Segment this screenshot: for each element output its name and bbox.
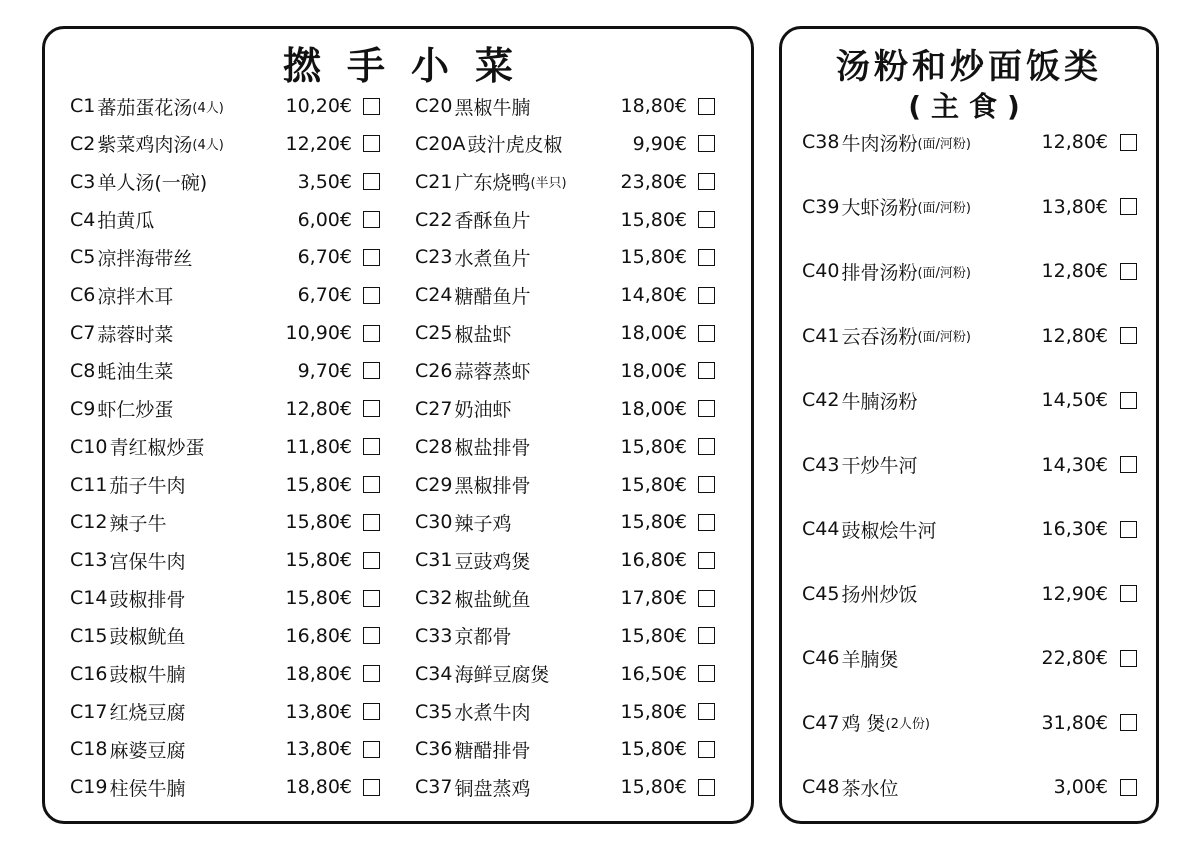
- item-code: C20A: [415, 132, 466, 155]
- item-note: (面/河粉): [917, 330, 971, 345]
- item-price: 11,80€: [285, 435, 352, 458]
- item-name: 黑椒牛腩: [454, 96, 531, 119]
- order-checkbox[interactable]: [1120, 327, 1137, 344]
- item-price: 16,50€: [620, 662, 687, 685]
- item-price: 12,80€: [1041, 131, 1108, 153]
- order-checkbox[interactable]: [363, 325, 380, 342]
- item-name: 羊腩煲: [841, 648, 899, 671]
- menu-item-c16: [70, 659, 390, 689]
- order-checkbox[interactable]: [363, 438, 380, 455]
- order-checkbox[interactable]: [698, 438, 715, 455]
- order-checkbox[interactable]: [698, 249, 715, 266]
- menu-item-c36: [415, 734, 725, 764]
- order-checkbox[interactable]: [363, 703, 380, 720]
- item-name: 椒盐虾: [454, 323, 512, 346]
- menu-item-c5: [70, 242, 390, 272]
- item-name: 茶水位: [841, 777, 899, 800]
- item-price: 31,80€: [1041, 711, 1108, 734]
- order-checkbox[interactable]: [363, 665, 380, 682]
- menu-item-c12: [70, 507, 390, 537]
- item-code: C23: [415, 246, 453, 269]
- item-note: (半只): [530, 176, 567, 192]
- panel-subtitle: (主食): [908, 90, 1030, 123]
- item-name: 蒜蓉时菜: [97, 323, 174, 346]
- item-price: 10,90€: [285, 322, 352, 345]
- item-code: C35: [415, 700, 453, 723]
- item-code: C27: [415, 397, 453, 420]
- menu-item-c23: [415, 242, 725, 272]
- item-note: (面/河粉): [917, 136, 971, 152]
- item-price: 18,80€: [285, 776, 352, 799]
- menu-item-c17: [70, 697, 390, 727]
- item-code: C43: [802, 453, 840, 476]
- order-checkbox[interactable]: [363, 135, 380, 152]
- menu-item-c13: [70, 545, 390, 575]
- item-name: 蚝油生菜: [97, 361, 174, 384]
- item-price: 12,80€: [285, 397, 352, 420]
- item-code: C24: [415, 284, 453, 307]
- item-code: C47: [802, 711, 840, 734]
- item-price: 23,80€: [620, 170, 687, 193]
- menu-item-c21: [415, 167, 725, 197]
- item-code: C30: [415, 511, 453, 534]
- item-price: 18,00€: [620, 397, 687, 420]
- order-checkbox[interactable]: [1120, 198, 1137, 215]
- item-name: 红烧豆腐: [109, 702, 186, 725]
- item-name: 辣子牛: [109, 512, 167, 535]
- item-code: C31: [415, 549, 453, 572]
- menu-item-c10: [70, 432, 390, 462]
- order-checkbox[interactable]: [363, 590, 380, 607]
- item-price: 18,00€: [620, 359, 687, 382]
- item-code: C20: [415, 95, 453, 117]
- menu-item-c46: [802, 643, 1142, 673]
- item-name: 京都骨: [454, 626, 512, 649]
- item-name: 柱侯牛腩: [109, 777, 186, 800]
- order-checkbox[interactable]: [363, 400, 380, 417]
- item-code: C32: [415, 587, 453, 610]
- item-price: 6,70€: [297, 284, 352, 307]
- menu-item-c39: [802, 192, 1142, 222]
- item-code: C15: [70, 624, 108, 647]
- item-price: 15,80€: [620, 246, 687, 269]
- item-name: 紫菜鸡肉汤: [97, 134, 193, 157]
- order-checkbox[interactable]: [363, 173, 380, 190]
- item-name: 虾仁炒蛋: [97, 399, 174, 422]
- item-code: C39: [802, 195, 840, 218]
- item-price: 3,00€: [1053, 776, 1108, 798]
- order-checkbox[interactable]: [363, 211, 380, 228]
- menu-item-c44: [802, 514, 1142, 544]
- item-price: 15,80€: [620, 624, 687, 647]
- item-price: 15,80€: [620, 473, 687, 496]
- menu-item-c31: [415, 545, 725, 575]
- order-checkbox[interactable]: [1120, 392, 1137, 409]
- menu-item-c43: [802, 450, 1142, 480]
- item-price: 13,80€: [285, 700, 352, 723]
- item-name: 海鲜豆腐煲: [454, 664, 550, 687]
- menu-item-c28: [415, 432, 725, 462]
- item-code: C6: [70, 284, 96, 307]
- item-price: 14,30€: [1041, 453, 1108, 476]
- menu-item-c42: [802, 385, 1142, 415]
- order-checkbox[interactable]: [1120, 585, 1137, 602]
- item-price: 6,70€: [297, 246, 352, 269]
- menu-item-c9: [70, 394, 390, 424]
- order-checkbox[interactable]: [698, 98, 715, 115]
- order-checkbox[interactable]: [363, 741, 380, 758]
- item-code: C3: [70, 170, 96, 193]
- item-name: 宫保牛肉: [109, 550, 186, 573]
- item-name: 糖醋排骨: [454, 739, 531, 762]
- item-name: 椒盐排骨: [454, 437, 531, 460]
- item-name: 云吞汤粉: [841, 326, 918, 348]
- item-note: (2人份): [885, 717, 930, 732]
- item-price: 14,80€: [620, 284, 687, 307]
- item-code: C25: [415, 322, 453, 345]
- item-name: 辣子鸡: [454, 512, 512, 535]
- item-code: C41: [802, 324, 840, 347]
- order-checkbox[interactable]: [698, 552, 715, 569]
- item-price: 12,80€: [1041, 324, 1108, 347]
- order-checkbox[interactable]: [363, 287, 380, 304]
- item-name: 牛肉汤粉: [841, 132, 918, 155]
- item-price: 9,70€: [297, 359, 352, 382]
- item-price: 12,20€: [285, 132, 352, 155]
- item-name: 糖醋鱼片: [454, 285, 531, 308]
- item-code: C12: [70, 511, 108, 534]
- menu-item-c1: [70, 91, 390, 121]
- item-name: 豉椒排骨: [109, 588, 186, 611]
- item-name: 豉汁虎皮椒: [467, 134, 563, 157]
- item-code: C37: [415, 776, 453, 799]
- item-note: (面/河粉): [917, 265, 971, 281]
- item-code: C40: [802, 260, 840, 282]
- item-code: C36: [415, 738, 453, 761]
- item-price: 15,80€: [620, 738, 687, 761]
- menu-item-c19: [70, 772, 390, 802]
- item-code: C13: [70, 549, 108, 572]
- item-note: (4人): [192, 138, 224, 154]
- menu-item-c4: [70, 205, 390, 235]
- item-price: 14,50€: [1041, 389, 1108, 411]
- item-price: 15,80€: [620, 435, 687, 458]
- item-price: 6,00€: [297, 208, 352, 231]
- item-price: 15,80€: [620, 208, 687, 231]
- item-name: 大虾汤粉: [841, 197, 918, 219]
- order-checkbox[interactable]: [363, 514, 380, 531]
- item-price: 12,90€: [1041, 582, 1108, 605]
- item-name: 奶油虾: [454, 399, 512, 422]
- item-name: 干炒牛河: [841, 455, 918, 477]
- item-name: 豉椒鱿鱼: [109, 626, 186, 649]
- item-code: C29: [415, 473, 453, 496]
- item-code: C7: [70, 322, 96, 345]
- menu-item-c48: [802, 772, 1142, 802]
- menu-item-c38: [802, 127, 1142, 157]
- item-name: 凉拌木耳: [97, 285, 174, 308]
- menu-item-c26: [415, 356, 725, 386]
- menu-item-c45: [802, 579, 1142, 609]
- item-price: 18,00€: [620, 322, 687, 345]
- order-checkbox[interactable]: [698, 362, 715, 379]
- item-code: C19: [70, 776, 108, 799]
- item-price: 16,80€: [620, 549, 687, 572]
- menu-item-c18: [70, 734, 390, 764]
- menu-item-c6: [70, 280, 390, 310]
- menu-item-c8: [70, 356, 390, 386]
- menu-item-c27: [415, 394, 725, 424]
- item-code: C21: [415, 170, 453, 193]
- item-name: 香酥鱼片: [454, 210, 531, 233]
- item-price: 16,80€: [285, 624, 352, 647]
- menu-item-c41: [802, 321, 1142, 351]
- order-checkbox[interactable]: [698, 211, 715, 228]
- order-checkbox[interactable]: [363, 552, 380, 569]
- item-name: 豉椒牛腩: [109, 664, 186, 687]
- order-checkbox[interactable]: [1120, 521, 1137, 538]
- item-code: C17: [70, 700, 108, 723]
- menu-item-c24: [415, 280, 725, 310]
- item-price: 3,50€: [297, 170, 352, 193]
- item-price: 12,80€: [1041, 260, 1108, 282]
- item-code: C45: [802, 582, 840, 605]
- order-checkbox[interactable]: [698, 665, 715, 682]
- order-checkbox[interactable]: [363, 249, 380, 266]
- menu-item-c25: [415, 318, 725, 348]
- order-checkbox[interactable]: [698, 173, 715, 190]
- item-code: C5: [70, 246, 96, 269]
- order-checkbox[interactable]: [698, 325, 715, 342]
- item-name: 扬州炒饭: [841, 584, 918, 606]
- item-price: 10,20€: [285, 95, 352, 117]
- item-code: C46: [802, 647, 840, 669]
- menu-item-c2: [70, 129, 390, 159]
- menu-item-c47: [802, 708, 1142, 738]
- item-price: 13,80€: [1041, 195, 1108, 218]
- item-code: C26: [415, 359, 453, 382]
- order-checkbox[interactable]: [1120, 456, 1137, 473]
- menu-item-c37: [415, 772, 725, 802]
- order-checkbox[interactable]: [1120, 263, 1137, 280]
- item-name: 麻婆豆腐: [109, 739, 186, 762]
- item-note: (面/河粉): [917, 201, 971, 216]
- item-code: C9: [70, 397, 96, 420]
- menu-item-c30: [415, 507, 725, 537]
- item-code: C42: [802, 389, 840, 411]
- item-name: 广东烧鸭: [454, 172, 531, 195]
- item-name: 水煮牛肉: [454, 702, 531, 725]
- order-checkbox[interactable]: [698, 703, 715, 720]
- menu-item-c11: [70, 470, 390, 500]
- order-checkbox[interactable]: [1120, 714, 1137, 731]
- item-name: 拍黄瓜: [97, 210, 155, 233]
- item-name: 黑椒排骨: [454, 475, 531, 497]
- item-code: C10: [70, 435, 108, 458]
- menu-item-c40: [802, 256, 1142, 286]
- item-code: C48: [802, 776, 840, 798]
- item-code: C1: [70, 95, 96, 117]
- item-code: C38: [802, 131, 840, 153]
- order-checkbox[interactable]: [698, 400, 715, 417]
- item-name: 鸡 煲: [841, 713, 886, 735]
- order-checkbox[interactable]: [363, 98, 380, 115]
- menu-item-c20a: [415, 129, 725, 159]
- menu-item-c14: [70, 583, 390, 613]
- item-code: C4: [70, 208, 96, 231]
- item-price: 15,80€: [285, 511, 352, 534]
- item-price: 15,80€: [620, 776, 687, 799]
- item-price: 15,80€: [285, 549, 352, 572]
- item-price: 15,80€: [285, 473, 352, 496]
- order-checkbox[interactable]: [363, 476, 380, 493]
- menu-item-c22: [415, 205, 725, 235]
- order-checkbox[interactable]: [698, 476, 715, 493]
- order-checkbox[interactable]: [1120, 134, 1137, 151]
- item-name: 凉拌海带丝: [97, 247, 193, 270]
- item-price: 15,80€: [620, 511, 687, 534]
- order-checkbox[interactable]: [698, 287, 715, 304]
- item-code: C28: [415, 435, 453, 458]
- menu-item-c34: [415, 659, 725, 689]
- item-price: 15,80€: [620, 700, 687, 723]
- item-name: 豆豉鸡煲: [454, 550, 531, 573]
- item-price: 15,80€: [285, 587, 352, 610]
- item-price: 22,80€: [1041, 647, 1108, 669]
- item-code: C34: [415, 662, 453, 685]
- panel-title: 汤粉和炒面饭类: [836, 47, 1102, 87]
- item-price: 16,30€: [1041, 518, 1108, 540]
- item-name: 茄子牛肉: [109, 475, 186, 497]
- item-name: 排骨汤粉: [841, 261, 918, 284]
- menu-item-c3: [70, 167, 390, 197]
- order-checkbox[interactable]: [363, 362, 380, 379]
- item-price: 17,80€: [620, 587, 687, 610]
- order-checkbox[interactable]: [698, 135, 715, 152]
- item-price: 9,90€: [632, 132, 687, 155]
- order-checkbox[interactable]: [1120, 650, 1137, 667]
- menu-item-c33: [415, 621, 725, 651]
- item-name: 水煮鱼片: [454, 247, 531, 270]
- item-note: (4人): [192, 100, 224, 116]
- item-code: C18: [70, 738, 108, 761]
- menu-item-c29: [415, 470, 725, 500]
- menu-item-c15: [70, 621, 390, 651]
- item-name: 青红椒炒蛋: [109, 437, 205, 460]
- order-checkbox[interactable]: [698, 627, 715, 644]
- item-name: 蕃茄蛋花汤: [97, 96, 193, 119]
- order-checkbox[interactable]: [363, 627, 380, 644]
- item-price: 13,80€: [285, 738, 352, 761]
- order-checkbox[interactable]: [1120, 779, 1137, 796]
- item-name: 单人汤(一碗): [97, 172, 208, 195]
- order-checkbox[interactable]: [698, 741, 715, 758]
- item-name: 铜盘蒸鸡: [454, 777, 531, 800]
- item-name: 椒盐鱿鱼: [454, 588, 531, 611]
- item-code: C2: [70, 132, 96, 155]
- item-price: 18,80€: [285, 662, 352, 685]
- item-price: 18,80€: [620, 95, 687, 117]
- menu-item-c32: [415, 583, 725, 613]
- order-checkbox[interactable]: [698, 514, 715, 531]
- item-code: C14: [70, 587, 108, 610]
- item-code: C33: [415, 624, 453, 647]
- item-code: C16: [70, 662, 108, 685]
- item-code: C11: [70, 473, 108, 496]
- item-code: C8: [70, 359, 96, 382]
- menu-item-c35: [415, 697, 725, 727]
- item-name: 蒜蓉蒸虾: [454, 361, 531, 384]
- item-code: C22: [415, 208, 453, 231]
- item-name: 豉椒烩牛河: [841, 519, 937, 542]
- menu-item-c7: [70, 318, 390, 348]
- order-checkbox[interactable]: [363, 779, 380, 796]
- order-checkbox[interactable]: [698, 590, 715, 607]
- item-code: C44: [802, 518, 840, 540]
- panel-title: 撚手小菜: [282, 44, 539, 88]
- menu-item-c20: [415, 91, 725, 121]
- order-checkbox[interactable]: [698, 779, 715, 796]
- item-name: 牛腩汤粉: [841, 390, 918, 413]
